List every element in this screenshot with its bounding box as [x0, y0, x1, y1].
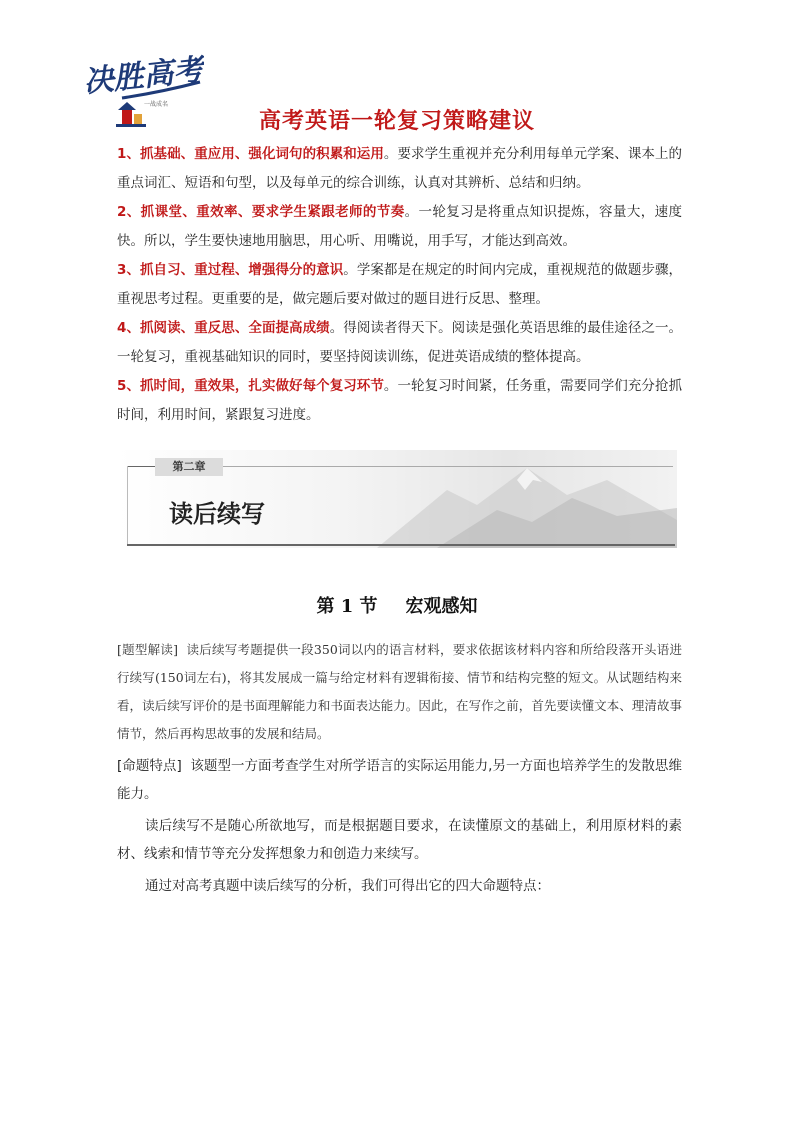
tip-highlight: 4、抓阅读、重反思、全面提高成绩 [117, 320, 330, 336]
banner-rule [127, 466, 155, 467]
tip-highlight: 5、抓时间，重效果，扎实做好每个复习环节 [117, 378, 384, 394]
tip-item [117, 198, 682, 256]
tip-item [117, 314, 682, 372]
mountain-art [357, 450, 677, 548]
tip-text: 。一轮复习时间紧，任务重，需要同学们充分抢抓时间，利用时间，紧跟复习进度。 [117, 378, 682, 423]
banner-rule [127, 544, 675, 546]
section-name: 宏观感知 [405, 596, 478, 617]
paragraph-text: 读后续写考题提供一段350词以内的语言材料，要求依据该材料内容和所给段落开头语进行续写(150词左右)，将其发展成一篇与给定材料有逻辑衔接、情节和结构完整的短文。从试题结构来看，读后续写评价的是书面理解能力和书面表达能力。因此，在写作之前，首先要读懂文本、理清故事情节，然后再构思故事的发展和结局。 [117, 642, 682, 741]
chapter-tag: 第二章 [155, 458, 223, 476]
chapter-title: 读后续写 [169, 500, 265, 528]
paragraph-text: 该题型一方面考查学生对所学语言的实际运用能力,另一方面也培养学生的发散思维能力。 [117, 758, 682, 802]
banner-rule [127, 466, 128, 544]
tip-text: 。要求学生重视并充分利用每单元学案、课本上的重点词汇、短语和句型，以及每单元的综合训练，认真对其辨析、总结和归纳。 [117, 146, 682, 191]
tip-highlight: 2、抓课堂、重效率、要求学生紧跟老师的节奏 [117, 204, 405, 220]
tip-item [117, 372, 682, 430]
tip-highlight: 1、抓基础、重应用、强化词句的积累和运用 [117, 146, 384, 162]
paragraph-tag: [题型解读] [117, 642, 178, 657]
paragraph-tag: [命题特点] [117, 758, 182, 774]
chapter-banner [117, 450, 677, 548]
svg-text:决胜高考: 决胜高考 [82, 52, 204, 100]
tip-highlight: 3、抓自习、重过程、增强得分的意识 [117, 262, 344, 278]
tip-text: 。得阅读者得天下。阅读是强化英语思维的最佳途径之一。一轮复习，重视基础知识的同时，要坚持阅读训练，促进英语成绩的整体提高。 [117, 320, 682, 365]
banner-rule [223, 466, 673, 467]
body-paragraph: 通过对高考真题中读后续写的分析，我们可得出它的四大命题特点： [145, 878, 550, 894]
body-paragraph: 读后续写不是随心所欲地写，而是根据题目要求，在读懂原文的基础上，利用原材料的素材、线索和情节等充分发挥想象力和创造力来续写。 [117, 818, 682, 862]
svg-text:一战成名: 一战成名 [144, 101, 169, 108]
section-number: 第 1 节 [316, 596, 378, 617]
tip-item [117, 256, 682, 314]
tip-text: 。一轮复习是将重点知识提炼，容量大，速度快。所以，学生要快速地用脑思，用心听、用嘴说，用手写，才能达到高效。 [117, 204, 683, 249]
section-body [117, 636, 682, 900]
document-title: 高考英语一轮复习策略建议 [258, 109, 535, 134]
strategy-tips [117, 140, 682, 430]
question-type-paragraph [117, 636, 682, 748]
section-title [0, 592, 794, 618]
features-paragraph [117, 752, 682, 808]
tip-item [117, 140, 682, 198]
tip-text: 。学案都是在规定的时间内完成，重视规范的做题步骤，重视思考过程。更重要的是，做完题后要对做过的题目进行反思、整理。 [117, 262, 682, 307]
